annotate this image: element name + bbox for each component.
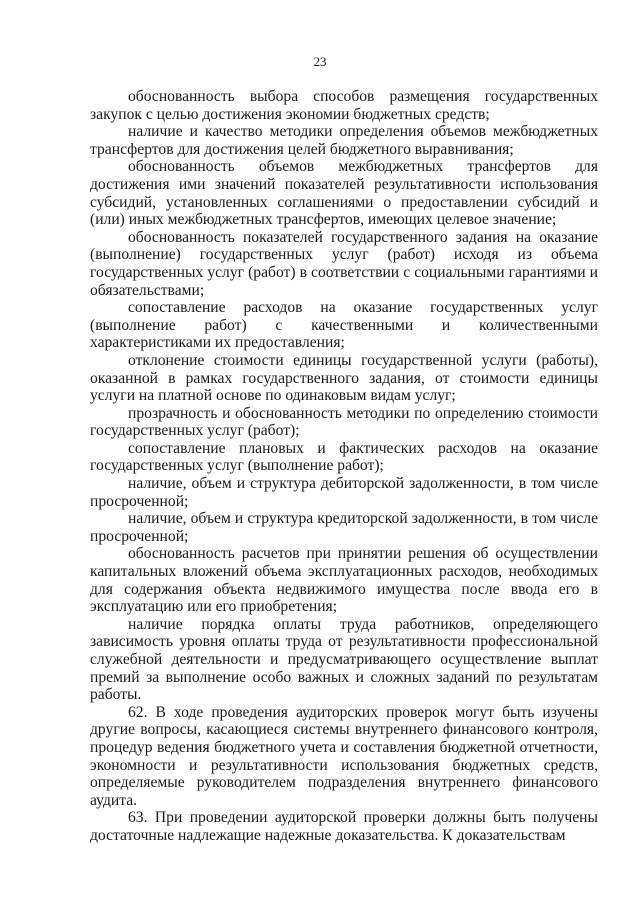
- paragraph: обоснованность выбора способов размещения государственных закупок с целью достижения экономии бюджетных средств;: [90, 88, 598, 123]
- document-body: [90, 88, 598, 845]
- paragraph: обоснованность расчетов при принятии решения об осуществлении капитальных вложений объема эксплуатационных расходов, необходимых для содержания объекта недвижимого имущества после ввода его в эксплуатацию или его приобретения;: [90, 545, 598, 616]
- paragraph: сопоставление расходов на оказание государственных услуг (выполнение работ) с качественными и количественными характеристиками их предоставления;: [90, 299, 598, 352]
- paragraph: наличие, объем и структура дебиторской задолженности, в том числе просроченной;: [90, 475, 598, 510]
- page-number: 23: [313, 54, 327, 69]
- paragraph: прозрачность и обоснованность методики по определению стоимости государственных услуг (работ);: [90, 404, 598, 440]
- paragraph: сопоставление плановых и фактических расходов на оказание государственных услуг (выполнение работ);: [90, 439, 598, 475]
- paragraph: отклонение стоимости единицы государственной услуги (работы), оказанной в рамках государственного задания, от стоимости единицы услуги на платной основе по одинаковым видам услуг;: [90, 351, 598, 405]
- paragraph: обоснованность показателей государственного задания на оказание (выполнение) государственных услуг (работ) исходя из объема государственных услуг (работ) в соответствии с социальными гарантиями и обязательствами;: [90, 228, 598, 299]
- paragraph: наличие порядка оплаты труда работников, определяющего зависимость уровня оплаты труда от результативности профессиональной служебной деятельности и предусматривающего осуществление выплат премий за выполнение особо важных и сложных заданий по результатам работы.: [90, 615, 598, 704]
- paragraph: обоснованность объемов межбюджетных трансфертов для достижения ими значений показателей результативности использования субсидий, установленных соглашениями о предоставлении субсидий и (или) иных межбюджетных трансфертов, имеющих целевое значение;: [90, 158, 598, 229]
- paragraph-63: 63. При проведении аудиторской проверки должны быть получены достаточные надлежащие надежные доказательства. К доказательствам: [90, 809, 598, 844]
- paragraph: наличие и качество методики определения объемов межбюджетных трансфертов для достижения целей бюджетного выравнивания;: [90, 123, 598, 158]
- paragraph-62: 62. В ходе проведения аудиторских проверок могут быть изучены другие вопросы, касающиеся системы внутреннего финансового контроля, процедур ведения бюджетного учета и составления бюджетной отчетности, экономности и результативности использования бюджетных средств, определяемые руководителем подразделения внутреннего финансового аудита.: [90, 703, 598, 809]
- paragraph: наличие, объем и структура кредиторской задолженности, в том числе просроченной;: [90, 510, 598, 545]
